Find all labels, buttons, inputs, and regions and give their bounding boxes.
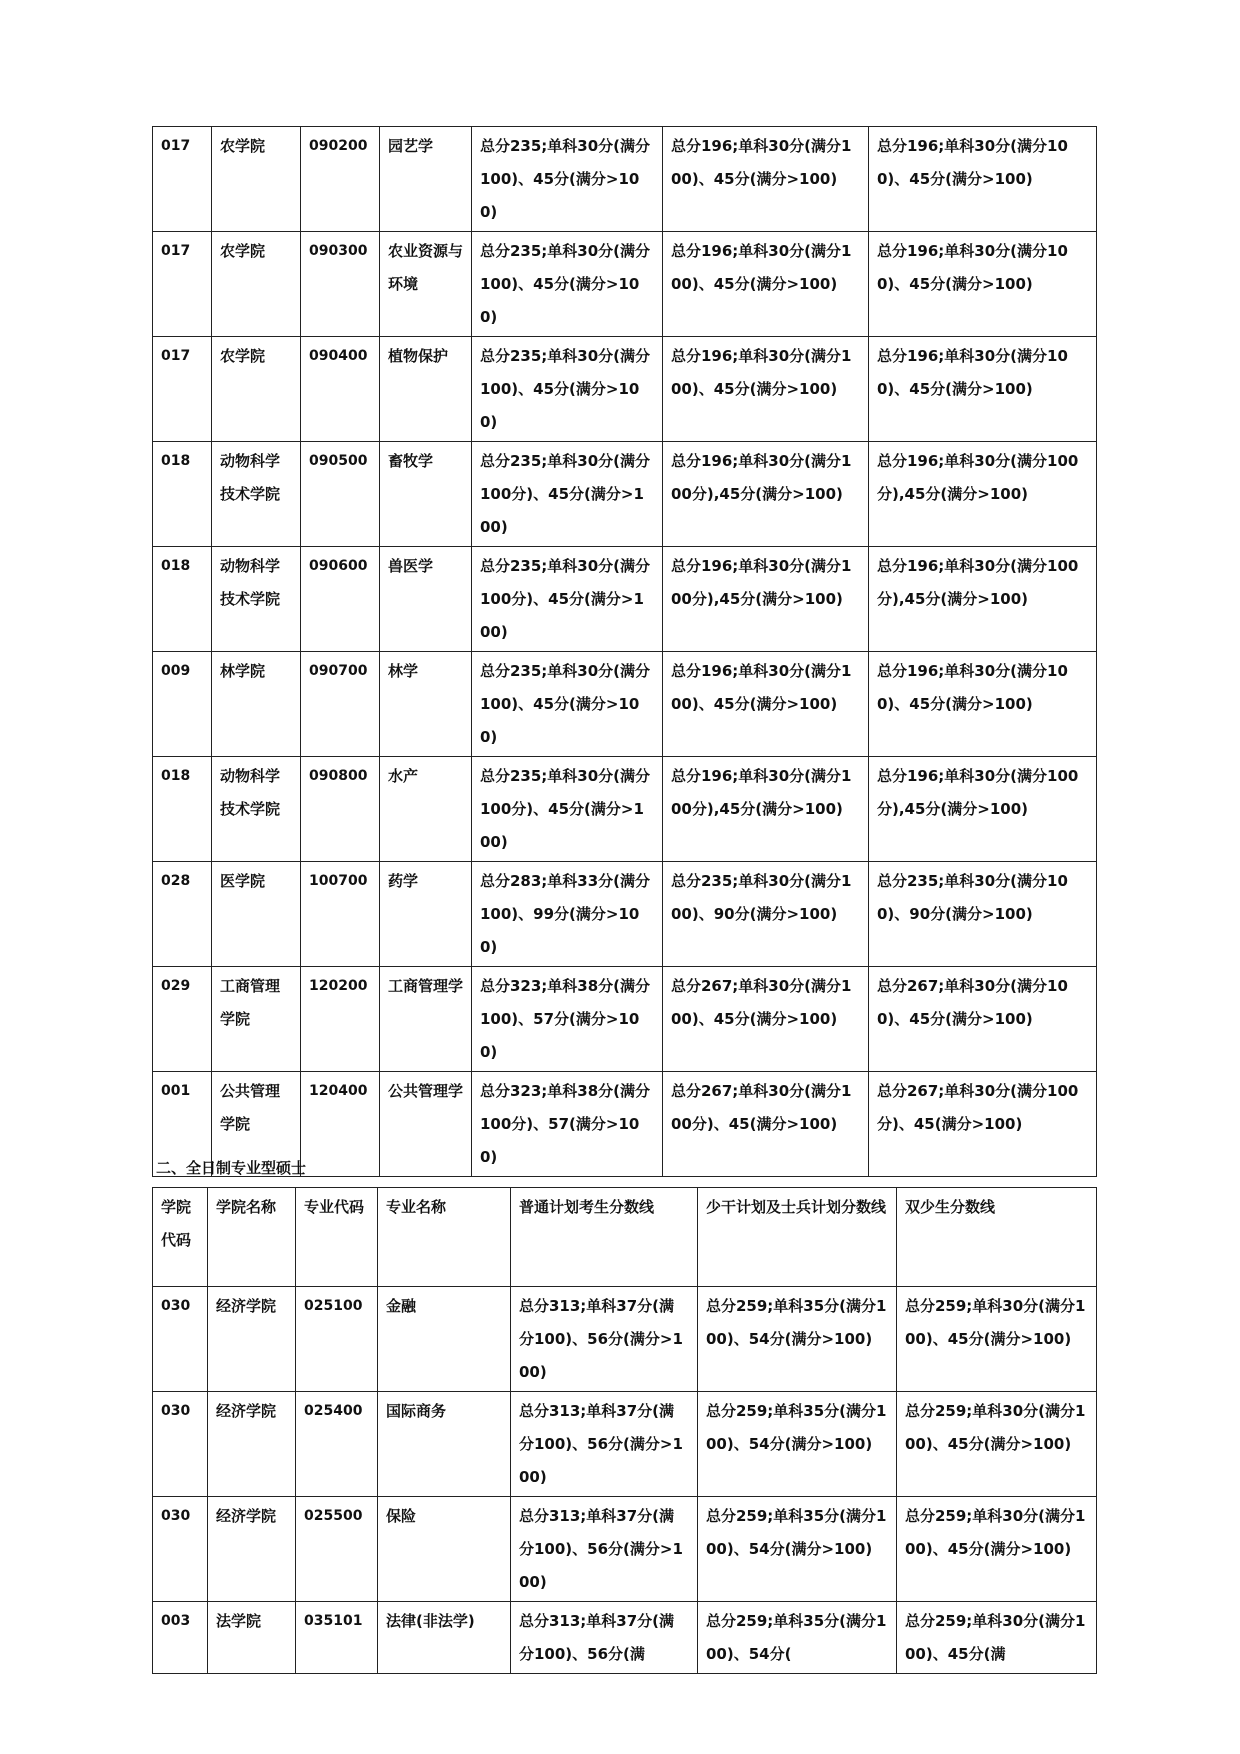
major-code-cell: 120200 xyxy=(301,967,380,1072)
shaogan-score-cell: 总分267;单科30分(满分100分)、45(满分>100) xyxy=(663,1072,869,1177)
major-code-cell: 090400 xyxy=(301,337,380,442)
college-name-cell: 农学院 xyxy=(212,127,301,232)
major-code-cell: 090500 xyxy=(301,442,380,547)
table-row xyxy=(153,967,1097,1072)
header-general-score: 普通计划考生分数线 xyxy=(511,1188,698,1287)
shuangshao-score-cell: 总分235;单科30分(满分100)、90分(满分>100) xyxy=(869,862,1097,967)
shaogan-score-cell: 总分235;单科30分(满分100)、90分(满分>100) xyxy=(663,862,869,967)
college-code-cell: 029 xyxy=(153,967,212,1072)
shaogan-score-cell: 总分196;单科30分(满分100分),45分(满分>100) xyxy=(663,442,869,547)
shaogan-score-cell: 总分267;单科30分(满分100)、45分(满分>100) xyxy=(663,967,869,1072)
college-name-cell: 经济学院 xyxy=(208,1287,296,1392)
major-name-cell: 水产 xyxy=(380,757,472,862)
shaogan-score-cell: 总分259;单科35分(满分100)、54分(满分>100) xyxy=(698,1287,897,1392)
college-name-cell: 动物科学技术学院 xyxy=(212,757,301,862)
table-row xyxy=(153,1392,1097,1497)
major-name-cell: 园艺学 xyxy=(380,127,472,232)
shaogan-score-cell: 总分196;单科30分(满分100)、45分(满分>100) xyxy=(663,652,869,757)
shaogan-score-cell: 总分259;单科35分(满分100)、54分(满分>100) xyxy=(698,1497,897,1602)
shuangshao-score-cell: 总分267;单科30分(满分100)、45分(满分>100) xyxy=(869,967,1097,1072)
shaogan-score-cell: 总分196;单科30分(满分100)、45分(满分>100) xyxy=(663,127,869,232)
general-score-cell: 总分313;单科37分(满分100)、56分(满分>100) xyxy=(511,1392,698,1497)
major-code-cell: 090300 xyxy=(301,232,380,337)
college-code-cell: 009 xyxy=(153,652,212,757)
header-major-name: 专业名称 xyxy=(378,1188,511,1287)
college-name-cell: 公共管理学院 xyxy=(212,1072,301,1177)
general-score-cell: 总分235;单科30分(满分100)、45分(满分>100) xyxy=(472,127,663,232)
college-name-cell: 动物科学技术学院 xyxy=(212,547,301,652)
major-code-cell: 100700 xyxy=(301,862,380,967)
major-name-cell: 兽医学 xyxy=(380,547,472,652)
college-code-cell: 030 xyxy=(153,1287,208,1392)
shaogan-score-cell: 总分196;单科30分(满分100分),45分(满分>100) xyxy=(663,547,869,652)
score-table-professional xyxy=(152,1187,1097,1674)
header-shuangshao-score: 双少生分数线 xyxy=(897,1188,1097,1287)
college-code-cell: 001 xyxy=(153,1072,212,1177)
college-name-cell: 动物科学技术学院 xyxy=(212,442,301,547)
general-score-cell: 总分235;单科30分(满分100分)、45分(满分>100) xyxy=(472,442,663,547)
college-name-cell: 工商管理学院 xyxy=(212,967,301,1072)
shuangshao-score-cell: 总分196;单科30分(满分100)、45分(满分>100) xyxy=(869,652,1097,757)
general-score-cell: 总分323;单科38分(满分100)、57分(满分>100) xyxy=(472,967,663,1072)
general-score-cell: 总分323;单科38分(满分100分)、57(满分>100) xyxy=(472,1072,663,1177)
header-shaogan-score: 少干计划及士兵计划分数线 xyxy=(698,1188,897,1287)
general-score-cell: 总分313;单科37分(满分100)、56分(满 xyxy=(511,1602,698,1674)
table-row xyxy=(153,1497,1097,1602)
shaogan-score-cell: 总分259;单科35分(满分100)、54分(满分>100) xyxy=(698,1392,897,1497)
major-name-cell: 法律(非法学) xyxy=(378,1602,511,1674)
table-row xyxy=(153,127,1097,232)
general-score-cell: 总分235;单科30分(满分100)、45分(满分>100) xyxy=(472,232,663,337)
major-code-cell: 025400 xyxy=(296,1392,378,1497)
college-code-cell: 003 xyxy=(153,1602,208,1674)
shaogan-score-cell: 总分259;单科35分(满分100)、54分( xyxy=(698,1602,897,1674)
major-name-cell: 植物保护 xyxy=(380,337,472,442)
college-code-cell: 028 xyxy=(153,862,212,967)
major-code-cell: 025500 xyxy=(296,1497,378,1602)
college-name-cell: 农学院 xyxy=(212,232,301,337)
general-score-cell: 总分235;单科30分(满分100分)、45分(满分>100) xyxy=(472,547,663,652)
header-major-code: 专业代码 xyxy=(296,1188,378,1287)
college-name-cell: 农学院 xyxy=(212,337,301,442)
table-header-row xyxy=(153,1188,1097,1287)
college-code-cell: 018 xyxy=(153,547,212,652)
college-name-cell: 经济学院 xyxy=(208,1497,296,1602)
general-score-cell: 总分313;单科37分(满分100)、56分(满分>100) xyxy=(511,1497,698,1602)
major-name-cell: 畜牧学 xyxy=(380,442,472,547)
header-college-name: 学院名称 xyxy=(208,1188,296,1287)
shuangshao-score-cell: 总分259;单科30分(满分100)、45分(满分>100) xyxy=(897,1392,1097,1497)
general-score-cell: 总分235;单科30分(满分100)、45分(满分>100) xyxy=(472,652,663,757)
shuangshao-score-cell: 总分196;单科30分(满分100分),45分(满分>100) xyxy=(869,547,1097,652)
header-college-code: 学院代码 xyxy=(153,1188,208,1287)
score-table-academic xyxy=(152,126,1097,1177)
table-row xyxy=(153,652,1097,757)
general-score-cell: 总分235;单科30分(满分100分)、45分(满分>100) xyxy=(472,757,663,862)
shuangshao-score-cell: 总分259;单科30分(满分100)、45分(满分>100) xyxy=(897,1287,1097,1392)
table-row xyxy=(153,1287,1097,1392)
table-row xyxy=(153,547,1097,652)
college-name-cell: 法学院 xyxy=(208,1602,296,1674)
major-name-cell: 保险 xyxy=(378,1497,511,1602)
shaogan-score-cell: 总分196;单科30分(满分100分),45分(满分>100) xyxy=(663,757,869,862)
table-row xyxy=(153,232,1097,337)
shuangshao-score-cell: 总分196;单科30分(满分100分),45分(满分>100) xyxy=(869,442,1097,547)
shuangshao-score-cell: 总分259;单科30分(满分100)、45分(满分>100) xyxy=(897,1497,1097,1602)
major-name-cell: 金融 xyxy=(378,1287,511,1392)
college-code-cell: 018 xyxy=(153,442,212,547)
shuangshao-score-cell: 总分259;单科30分(满分100)、45分(满 xyxy=(897,1602,1097,1674)
table-row xyxy=(153,442,1097,547)
college-name-cell: 经济学院 xyxy=(208,1392,296,1497)
major-code-cell: 120400 xyxy=(301,1072,380,1177)
major-name-cell: 农业资源与环境 xyxy=(380,232,472,337)
general-score-cell: 总分313;单科37分(满分100)、56分(满分>100) xyxy=(511,1287,698,1392)
college-code-cell: 018 xyxy=(153,757,212,862)
shuangshao-score-cell: 总分196;单科30分(满分100)、45分(满分>100) xyxy=(869,232,1097,337)
section-heading: 二、全日制专业型硕士 xyxy=(156,1159,307,1177)
shuangshao-score-cell: 总分196;单科30分(满分100分),45分(满分>100) xyxy=(869,757,1097,862)
college-name-cell: 林学院 xyxy=(212,652,301,757)
shaogan-score-cell: 总分196;单科30分(满分100)、45分(满分>100) xyxy=(663,232,869,337)
score-table-academic-body xyxy=(153,127,1097,1177)
table-row xyxy=(153,757,1097,862)
shuangshao-score-cell: 总分267;单科30分(满分100分)、45(满分>100) xyxy=(869,1072,1097,1177)
score-table-professional-body xyxy=(153,1188,1097,1674)
table-row xyxy=(153,1602,1097,1674)
major-code-cell: 025100 xyxy=(296,1287,378,1392)
college-code-cell: 017 xyxy=(153,232,212,337)
shaogan-score-cell: 总分196;单科30分(满分100)、45分(满分>100) xyxy=(663,337,869,442)
shuangshao-score-cell: 总分196;单科30分(满分100)、45分(满分>100) xyxy=(869,127,1097,232)
major-name-cell: 林学 xyxy=(380,652,472,757)
table-row xyxy=(153,862,1097,967)
major-name-cell: 工商管理学 xyxy=(380,967,472,1072)
shuangshao-score-cell: 总分196;单科30分(满分100)、45分(满分>100) xyxy=(869,337,1097,442)
college-code-cell: 030 xyxy=(153,1497,208,1602)
table-row xyxy=(153,337,1097,442)
major-code-cell: 090600 xyxy=(301,547,380,652)
major-code-cell: 090800 xyxy=(301,757,380,862)
major-code-cell: 090200 xyxy=(301,127,380,232)
major-name-cell: 国际商务 xyxy=(378,1392,511,1497)
college-code-cell: 017 xyxy=(153,127,212,232)
college-code-cell: 017 xyxy=(153,337,212,442)
general-score-cell: 总分283;单科33分(满分100)、99分(满分>100) xyxy=(472,862,663,967)
general-score-cell: 总分235;单科30分(满分100)、45分(满分>100) xyxy=(472,337,663,442)
college-name-cell: 医学院 xyxy=(212,862,301,967)
major-code-cell: 035101 xyxy=(296,1602,378,1674)
major-name-cell: 公共管理学 xyxy=(380,1072,472,1177)
major-name-cell: 药学 xyxy=(380,862,472,967)
college-code-cell: 030 xyxy=(153,1392,208,1497)
major-code-cell: 090700 xyxy=(301,652,380,757)
